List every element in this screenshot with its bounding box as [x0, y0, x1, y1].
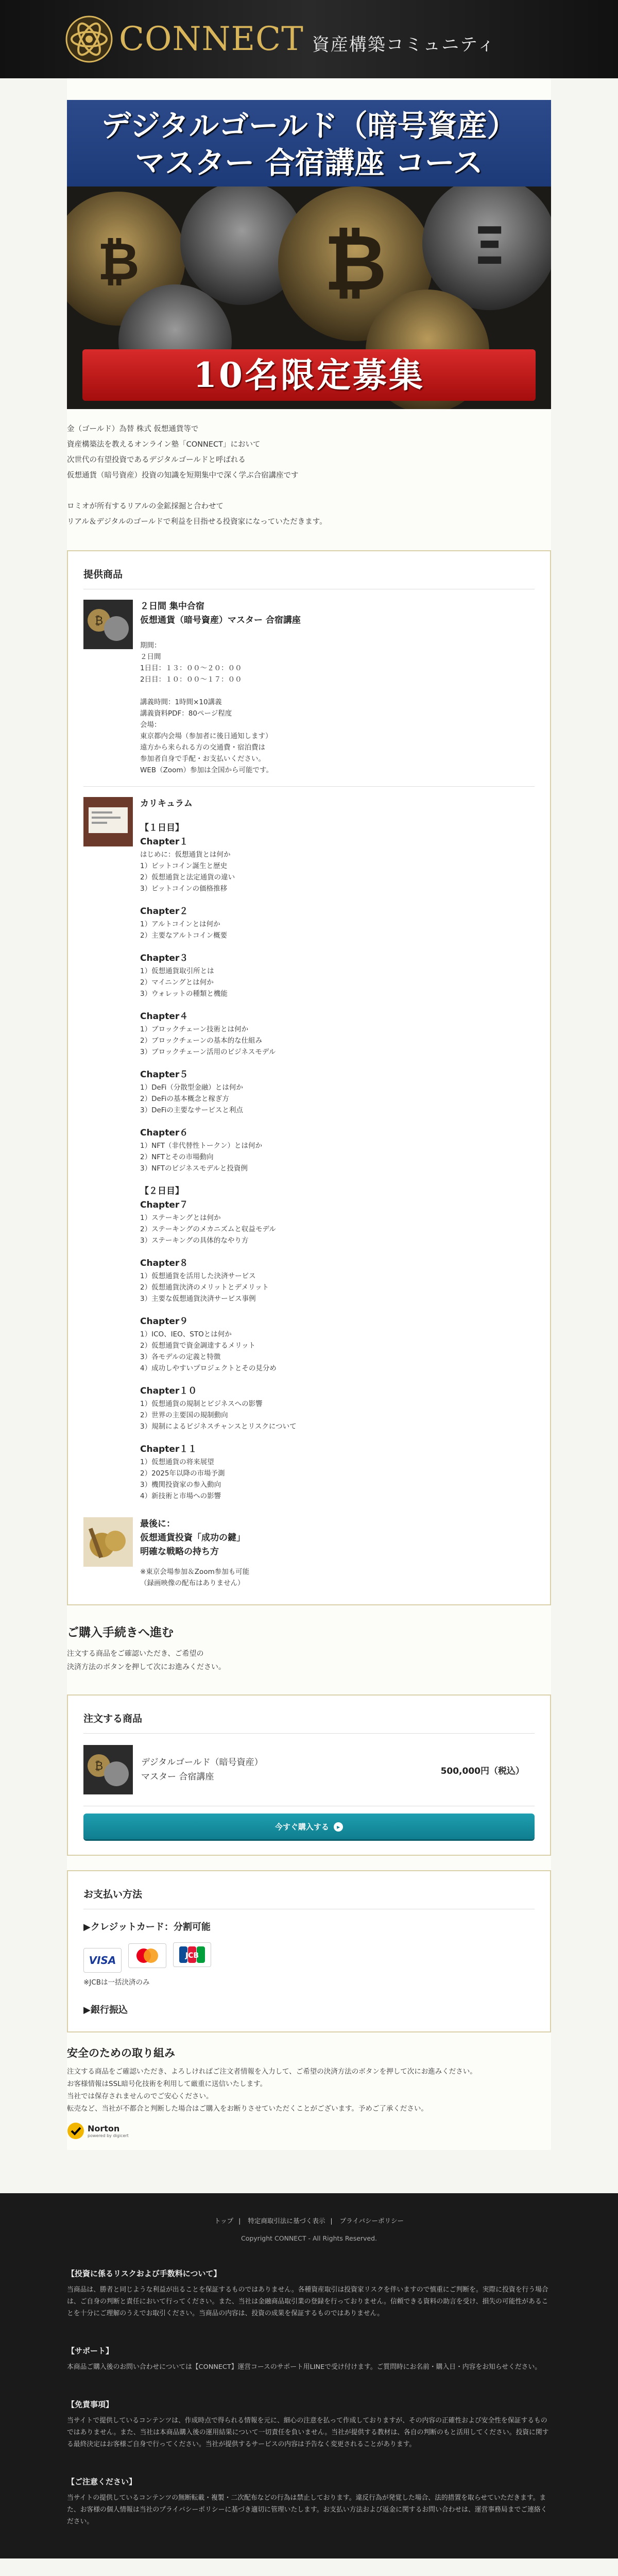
chapter-item: 2）2025年以降の市場予測 [140, 1469, 225, 1478]
camp-detail: 講義時間：1時間×10講義 [140, 698, 222, 706]
product-item-curriculum [83, 787, 535, 1502]
chapter-item: 2）NFTとその市場動向 [140, 1153, 214, 1161]
buy-now-label: 今すぐ購入する [274, 1822, 329, 1832]
chapter-item: 2）DeFiの基本概念と稼ぎ方 [140, 1095, 229, 1103]
secure-title: 安全のための取り組み [67, 2047, 175, 2059]
chapter-item: 3）ビットコインの価格推移 [140, 885, 228, 893]
camp-title-2: 仮想通貨（暗号資産）マスター 合宿講座 [140, 615, 301, 625]
intro-line: 金（ゴールド）為替 株式 仮想通貨等で [67, 425, 199, 433]
chapter-title: Chapter１０ [140, 1386, 197, 1396]
logo-subtitle: 資産構築コミュニティ [312, 34, 496, 55]
intro-text [67, 409, 551, 530]
chapter-title: Chapter９ [140, 1316, 188, 1327]
svg-text:₿: ₿ [323, 218, 387, 308]
jcb-icon [173, 1942, 211, 1967]
chapter-item: 2）マイニングとは何か [140, 978, 214, 987]
risk-title: 【投資に係るリスクおよび手数料について】 [67, 2269, 221, 2278]
chapter-item: 2）ステーキングのメカニズムと収益モデル [140, 1225, 276, 1233]
intro-line: ロミオが所有するリアルの金鉱採掘と合わせて [67, 502, 224, 511]
chapter-item: はじめに：仮想通貨とは何か [140, 851, 231, 859]
product-item-camp [83, 589, 535, 776]
chapter-block [140, 905, 297, 941]
chapter-item: 2）仮想通貨と法定通貨の違い [140, 873, 235, 882]
svg-text:₿: ₿ [97, 231, 140, 292]
footer-link-tokushoho[interactable]: 特定商取引法に基づく表示 [248, 2217, 325, 2225]
intro-line: 資産構築法を教えるオンライン塾「CONNECT」において [67, 440, 261, 449]
order-thumbnail-image [83, 1745, 133, 1794]
proceed-text [67, 1647, 551, 1674]
chapter-item: 1）ステーキングとは何か [140, 1214, 221, 1222]
svg-text:Ξ: Ξ [473, 216, 506, 276]
camp-detail: WEB（Zoom）参加は全国から可能です。 [140, 766, 273, 774]
order-name-line: マスター 合宿講座 [141, 1772, 214, 1782]
buy-now-button[interactable] [83, 1814, 535, 1839]
chapter-item: 3）DeFiの主要なサービスと利点 [140, 1106, 243, 1114]
chapter-item: 1）ビットコイン誕生と歴史 [140, 862, 228, 870]
chapter-title: Chapter６ [140, 1128, 188, 1138]
svg-text:₿: ₿ [94, 615, 104, 628]
intro-line: 次世代の有望投資であるデジタルゴールドと呼ばれる [67, 456, 246, 464]
credit-card-option[interactable]: ▶クレジットカード：分割可能 [83, 1922, 211, 1933]
secure-line: 転売など、当社が不都合と判断した場合はご購入をお断りさせていただくことがございます。予めご了承ください。 [67, 2105, 428, 2113]
chapter-title: Chapter４ [140, 1011, 188, 1022]
proceed-line: 決済方法のボタンを押して次にお進みください。 [67, 1663, 226, 1671]
chapter-item: 4）成功しやすいプロジェクトとその見分め [140, 1364, 277, 1372]
camp-detail: 東京都内会場（参加者に後日通知します） [140, 732, 272, 740]
camp-detail: 遠方から来られる方の交通費・宿泊費は [140, 743, 265, 752]
chapter-title: Chapter５ [140, 1070, 188, 1080]
chapter-title: Chapter７ [140, 1200, 188, 1210]
visa-label: VISA [89, 1954, 116, 1967]
chapter-block [140, 1257, 297, 1304]
chapter-item: 2）世界の主要国の規制動向 [140, 1411, 228, 1419]
final-note: （録画映像の配布はありません） [140, 1579, 245, 1587]
chapter-item: 1）仮想通貨の将来展望 [140, 1458, 214, 1466]
chapter-item: 1）ブロックチェーン技術とは何か [140, 1025, 249, 1033]
chapter-item: 1）仮想通貨を活用した決済サービス [140, 1272, 256, 1280]
order-heading: 注文する商品 [83, 1711, 535, 1734]
chapter-item: 2）ブロックチェーンの基本的な仕組み [140, 1037, 263, 1045]
chapter-title: Chapter１ [140, 837, 188, 847]
chapter-item: 3）主要な仮想通貨決済サービス事例 [140, 1295, 256, 1303]
chapter-item: 2）仮想通貨決済のメリットとデメリット [140, 1283, 269, 1292]
chapter-item: 4）新技術と市場への影響 [140, 1492, 221, 1500]
chapter-title: Chapter８ [140, 1258, 188, 1268]
mastercard-icon [128, 1943, 166, 1968]
curriculum-title: カリキュラム [140, 799, 193, 809]
camp-thumbnail-image [83, 600, 133, 649]
chapter-item: 1）仮想通貨の規制とビジネスへの影響 [140, 1400, 263, 1408]
chapter-item: 3）機関投資家の参入動向 [140, 1481, 221, 1489]
banner-title [67, 100, 551, 187]
chapter-title: Chapter１１ [140, 1444, 197, 1454]
secure-line: 注文する商品をご確認いただき、よろしければご注文者情報を入力して、ご希望の決済方法のボタンを押して次にお進みください。 [67, 2067, 477, 2076]
camp-detail: 1日目：１３：００〜２０：００ [140, 664, 242, 672]
chapter-item: 3）ウォレットの種類と機能 [140, 990, 228, 998]
day1-label: 【１日目】 [140, 823, 184, 833]
caution-title: 【ご注意ください】 [67, 2477, 137, 2486]
banner-title-line2: マスター 合宿講座 コース [135, 145, 483, 180]
chapter-item: 1）DeFi（分散型金融）とは何か [140, 1083, 243, 1092]
card-logos [83, 1942, 535, 1973]
final-title-3: 明確な戦略の持ち方 [140, 1547, 219, 1557]
risk-text: 当商品は、勝者と同じような利益が出ることを保証するものではありません。各種資産取引は投資家リスクを伴いますので慎重にご判断を。実際に投資を行う場合は、ご自身の判断と責任において行ってください。また、当社は金融商品取引業の登録を行っておりません。信頼できる資料の助言を受け、損失の可能性があることを十分にご理解のうえでお取引ください。当商品の内容は、投資の成果を保証するものではありません。 [67, 2286, 548, 2317]
camp-detail: 期間： [140, 641, 161, 650]
camp-detail [140, 685, 301, 697]
arrow-right-icon: ▸ [334, 1822, 343, 1832]
bank-transfer-option[interactable]: ▶銀行振込 [83, 2005, 128, 2015]
disclaimer-title: 【免責事項】 [67, 2400, 114, 2409]
order-box [67, 1694, 551, 1856]
camp-title-1: ２日間 集中合宿 [140, 601, 204, 612]
norton-check-icon [67, 2122, 84, 2140]
footer-link-top[interactable]: トップ [214, 2217, 234, 2225]
chapter-item: 3）NFTのビジネスモデルと投資例 [140, 1164, 248, 1173]
site-header [0, 0, 618, 78]
norton-label: Norton [88, 2124, 120, 2133]
limited-recruit-ribbon: 10名限定募集 [82, 349, 536, 401]
copyright: Copyright CONNECT - All Rights Reserved. [241, 2234, 377, 2242]
intro-line: リアル＆デジタルのゴールドで利益を目指せる投資家になっていただきます。 [67, 518, 327, 526]
products-box [67, 550, 551, 1605]
visa-icon [83, 1948, 122, 1973]
chapter-item: 1）仮想通貨取引所とは [140, 967, 214, 975]
chapter-block [140, 1384, 297, 1432]
camp-detail: 参加者自身で手配・お支払いください。 [140, 755, 265, 763]
jcb-note: ※JCBは一括決済のみ [83, 1978, 150, 1987]
banner-title-line1: デジタルゴールド（暗号資産） [101, 108, 517, 143]
logo-emblem-icon [64, 14, 114, 64]
final-title-1: 最後に： [140, 1519, 175, 1529]
logo-text[interactable]: CONNECT [119, 20, 304, 58]
camp-detail: ２日間 [140, 653, 161, 661]
chapter-block [140, 952, 297, 999]
products-heading: 提供商品 [83, 567, 535, 589]
chapter-item: 2）仮想通貨で資金調達するメリット [140, 1342, 256, 1350]
main-content [67, 78, 551, 2150]
chapter-item: 3）ステーキングの具体的なやり方 [140, 1236, 249, 1245]
chapter-item: 1）NFT（非代替性トークン）とは何か [140, 1142, 262, 1150]
final-note: ※東京会場参加＆Zoom参加も可能 [140, 1568, 250, 1576]
order-price: 500,000円（税込） [440, 1766, 524, 1776]
chapter-item: 3）規制によるビジネスチャンスとリスクについて [140, 1422, 297, 1431]
chapter-block [140, 1198, 297, 1246]
intro-line [67, 483, 551, 499]
support-text: 本商品ご購入後のお問い合わせについては【CONNECT】運営コースのサポート用LINEで受け付けます。ご質問時にお名前・購入日・内容をお知らせください。 [67, 2363, 542, 2371]
chapter-block [140, 1443, 297, 1502]
camp-detail: 会場： [140, 721, 161, 729]
chapter-block [140, 1010, 297, 1058]
chapter-block [140, 835, 297, 894]
chapter-item: 2）主要なアルトコイン概要 [140, 931, 228, 940]
site-footer [0, 2193, 618, 2558]
support-title: 【サポート】 [67, 2346, 114, 2355]
final-title-2: 仮想通貨投資「成功の鍵」 [140, 1533, 245, 1543]
hero-banner [67, 100, 551, 409]
footer-link-privacy[interactable]: プライバシーポリシー [339, 2217, 404, 2225]
svg-text:₿: ₿ [94, 1760, 104, 1773]
product-item-final [83, 1502, 535, 1589]
secure-line: 当社では保存されませんのでご安心ください。 [67, 2092, 213, 2100]
camp-detail: 2日目：１０：００〜１７：００ [140, 675, 242, 684]
chapter-item: 3）ブロックチェーン活用のビジネスモデル [140, 1048, 276, 1056]
day2-label: 【２日目】 [140, 1186, 184, 1196]
payment-heading: お支払い方法 [83, 1887, 535, 1909]
proceed-title: ご購入手続きへ進む [67, 1626, 174, 1639]
chapter-block [140, 1126, 297, 1174]
chapter-title: Chapter３ [140, 953, 188, 963]
svg-text:JCB: JCB [185, 1952, 199, 1960]
chapter-block [140, 1315, 297, 1374]
chapter-block [140, 1068, 297, 1116]
secure-line: お客様情報はSSL暗号化技術を利用して厳重に送信いたします。 [67, 2080, 267, 2088]
disclaimer-text: 当サイトで提供しているコンテンツは、作成時点で得られる情報を元に、細心の注意を払って作成しておりますが、その内容の正確性および安全性を保証するものではありません。また、当社は本商品購入後の運用結果について一切責任を負いません。当社が提供する教材は、各自の判断のもと活用してください。投資に関する最終決定はお客様ご自身で行ってください。当社が提供するサービスの内容は予告なく変更されることがあります。 [67, 2417, 549, 2448]
norton-sub: powered by digicert [88, 2133, 129, 2138]
proceed-line: 注文する商品をご確認いただき、ご希望の [67, 1650, 204, 1658]
secure-text [67, 2065, 551, 2115]
camp-detail: 講義資料PDF：80ページ程度 [140, 709, 232, 718]
order-item-name [133, 1755, 441, 1784]
footer-nav: トップ | 特定商取引法に基づく表示 | プライバシーポリシー [214, 2217, 404, 2225]
curriculum-thumbnail-image [83, 797, 133, 846]
order-item-row [83, 1734, 535, 1806]
intro-line: 仮想通貨（暗号資産）投資の知識を短期集中で深く学ぶ合宿講座です [67, 471, 299, 480]
norton-seal[interactable] [67, 2122, 139, 2140]
chapter-item: 1）ICO、IEO、STOとは何か [140, 1330, 232, 1338]
chapter-item: 3）各モデルの定義と特徴 [140, 1353, 221, 1361]
payment-box [67, 1870, 551, 2032]
caution-text: 当サイトの提供しているコンテンツの無断転載・複製・二次配布などの行為は禁止しております。違反行為が発覚した場合、法的措置を取らせていただきます。また、お客様の個人情報は当社のプライバシーポリシーに基づき適切に管理いたします。お支払い方法および返金に関するお問い合わせは、運営事務局までご連絡ください。 [67, 2494, 547, 2526]
chapter-title: Chapter２ [140, 906, 188, 917]
final-thumbnail-image [83, 1517, 133, 1567]
chapter-item: 1）アルトコインとは何か [140, 920, 220, 928]
order-name-line: デジタルゴールド（暗号資産） [141, 1757, 263, 1768]
